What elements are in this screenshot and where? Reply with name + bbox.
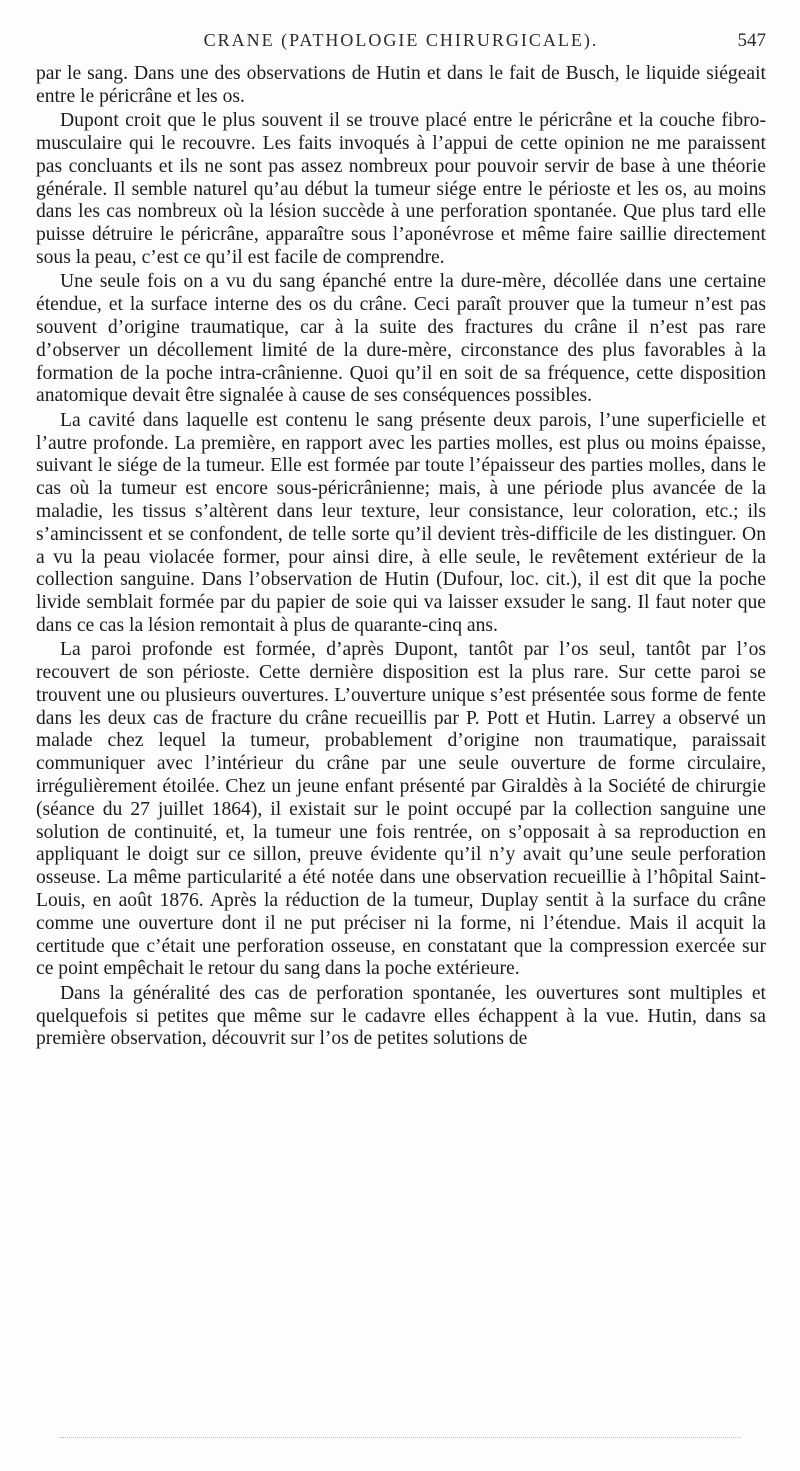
paragraph-spontaneous-perforation: Dans la généralité des cas de perforation spontanée, les ouvertures sont multiples et quelquefois si petites que même sur le cadavre elles échappent à la vue. Hutin, dans sa première observation, découvrit sur l’os de petites solutions de [36,982,766,1050]
running-header [36,30,766,56]
body-text [36,63,766,1051]
bottom-scan-artifact [60,1437,740,1440]
running-title: CRANE (PATHOLOGIE CHIRURGICALE). [203,30,599,50]
paragraph-cavity-walls: La cavité dans laquelle est contenu le sang présente deux parois, l’une superficielle et l’autre profonde. La première, en rapport avec les parties molles, est plus ou moins épaisse, suivant le siége de la tumeur. Elle est formée par toute l’épaisseur des parties molles, dans le cas où la tumeur est encore sous-péricrânienne; mais, à une période plus avancée de la maladie, les tissus s’altèrent dans leur texture, leur consistance, leur coloration, etc.; ils s’amincissent et se confondent, de telle sorte qu’il devient très-difficile de les distinguer. On a vu la peau violacée former, pour ainsi dire, à elle seule, le revêtement extérieur de la collection sanguine. Dans l’observation de Hutin (Dufour, loc. cit.), il est dit que la poche livide semblait formée par du papier de soie qui va laisser exsuder le sang. Il faut noter que dans ce cas la lésion remontait à plus de quarante-cinq ans. [36,409,766,636]
paragraph-deep-wall: La paroi profonde est formée, d’après Dupont, tantôt par l’os seul, tantôt par l’os recouvert de son périoste. Cette dernière disposition est la plus rare. Sur cette paroi se trouvent une ou plusieurs ouvertures. L’ouverture unique s’est présentée sous forme de fente dans les deux cas de fracture du crâne recueillis par P. Pott et Hutin. Larrey a observé un malade chez lequel la tumeur, probablement d’origine non traumatique, paraissait communiquer avec l’intérieur du crâne par une seule ouverture de forme circulaire, irrégulièrement étoilée. Chez un jeune enfant présenté par Giraldès à la Société de chirurgie (séance du 27 juillet 1864), il existait sur le point occupé par la collection sanguine une solution de continuité, et, la tumeur une fois rentrée, on s’opposait à sa reproduction en appliquant le doigt sur ce sillon, preuve évidente qu’il n’y avait qu’une seule perforation osseuse. La même particularité a été notée dans une observation recueillie à l’hôpital Saint-Louis, en août 1876. Après la réduction de la tumeur, Duplay sentit à la surface du crâne comme une ouverture dont il ne put préciser ni la forme, ni l’étendue. Mais il acquit la certitude que c’était une perforation osseuse, en constatant que la compression exercée sur ce point empêchait le retour du sang dans la poche extérieure. [36,639,766,980]
paragraph-dure-mere: Une seule fois on a vu du sang épanché entre la dure-mère, décollée dans une certaine étendue, et la surface interne des os du crâne. Ceci paraît prouver que la tumeur n’est pas souvent d’origine traumatique, car à la suite des fractures du crâne il n’est pas rare d’observer un décollement limité de la dure-mère, circonstance des plus favorables à la formation de la poche intra-crânienne. Quoi qu’il en soit de sa fréquence, cette disposition anatomique devait être signalée à cause de ses conséquences possibles. [36,271,766,407]
paragraph-continuation: par le sang. Dans une des observations de Hutin et dans le fait de Busch, le liquide siégeait entre le péricrâne et les os. [36,63,766,107]
page-number: 547 [737,30,766,51]
paragraph-dupont-location: Dupont croit que le plus souvent il se trouve placé entre le péricrâne et la couche fibro-musculaire qui le recouvre. Les faits invoqués à l’appui de cette opinion ne me paraissent pas concluants et ils ne sont pas assez nombreux pour pouvoir servir de base à une théorie générale. Il semble naturel qu’au début la tumeur siége entre le périoste et les os, au moins dans les cas nombreux où la lésion succède à une perforation spontanée. Que plus tard elle puisse détruire le péricrâne, apparaître sous l’aponévrose et même faire saillie directement sous la peau, c’est ce qu’il est facile de comprendre. [36,110,766,268]
